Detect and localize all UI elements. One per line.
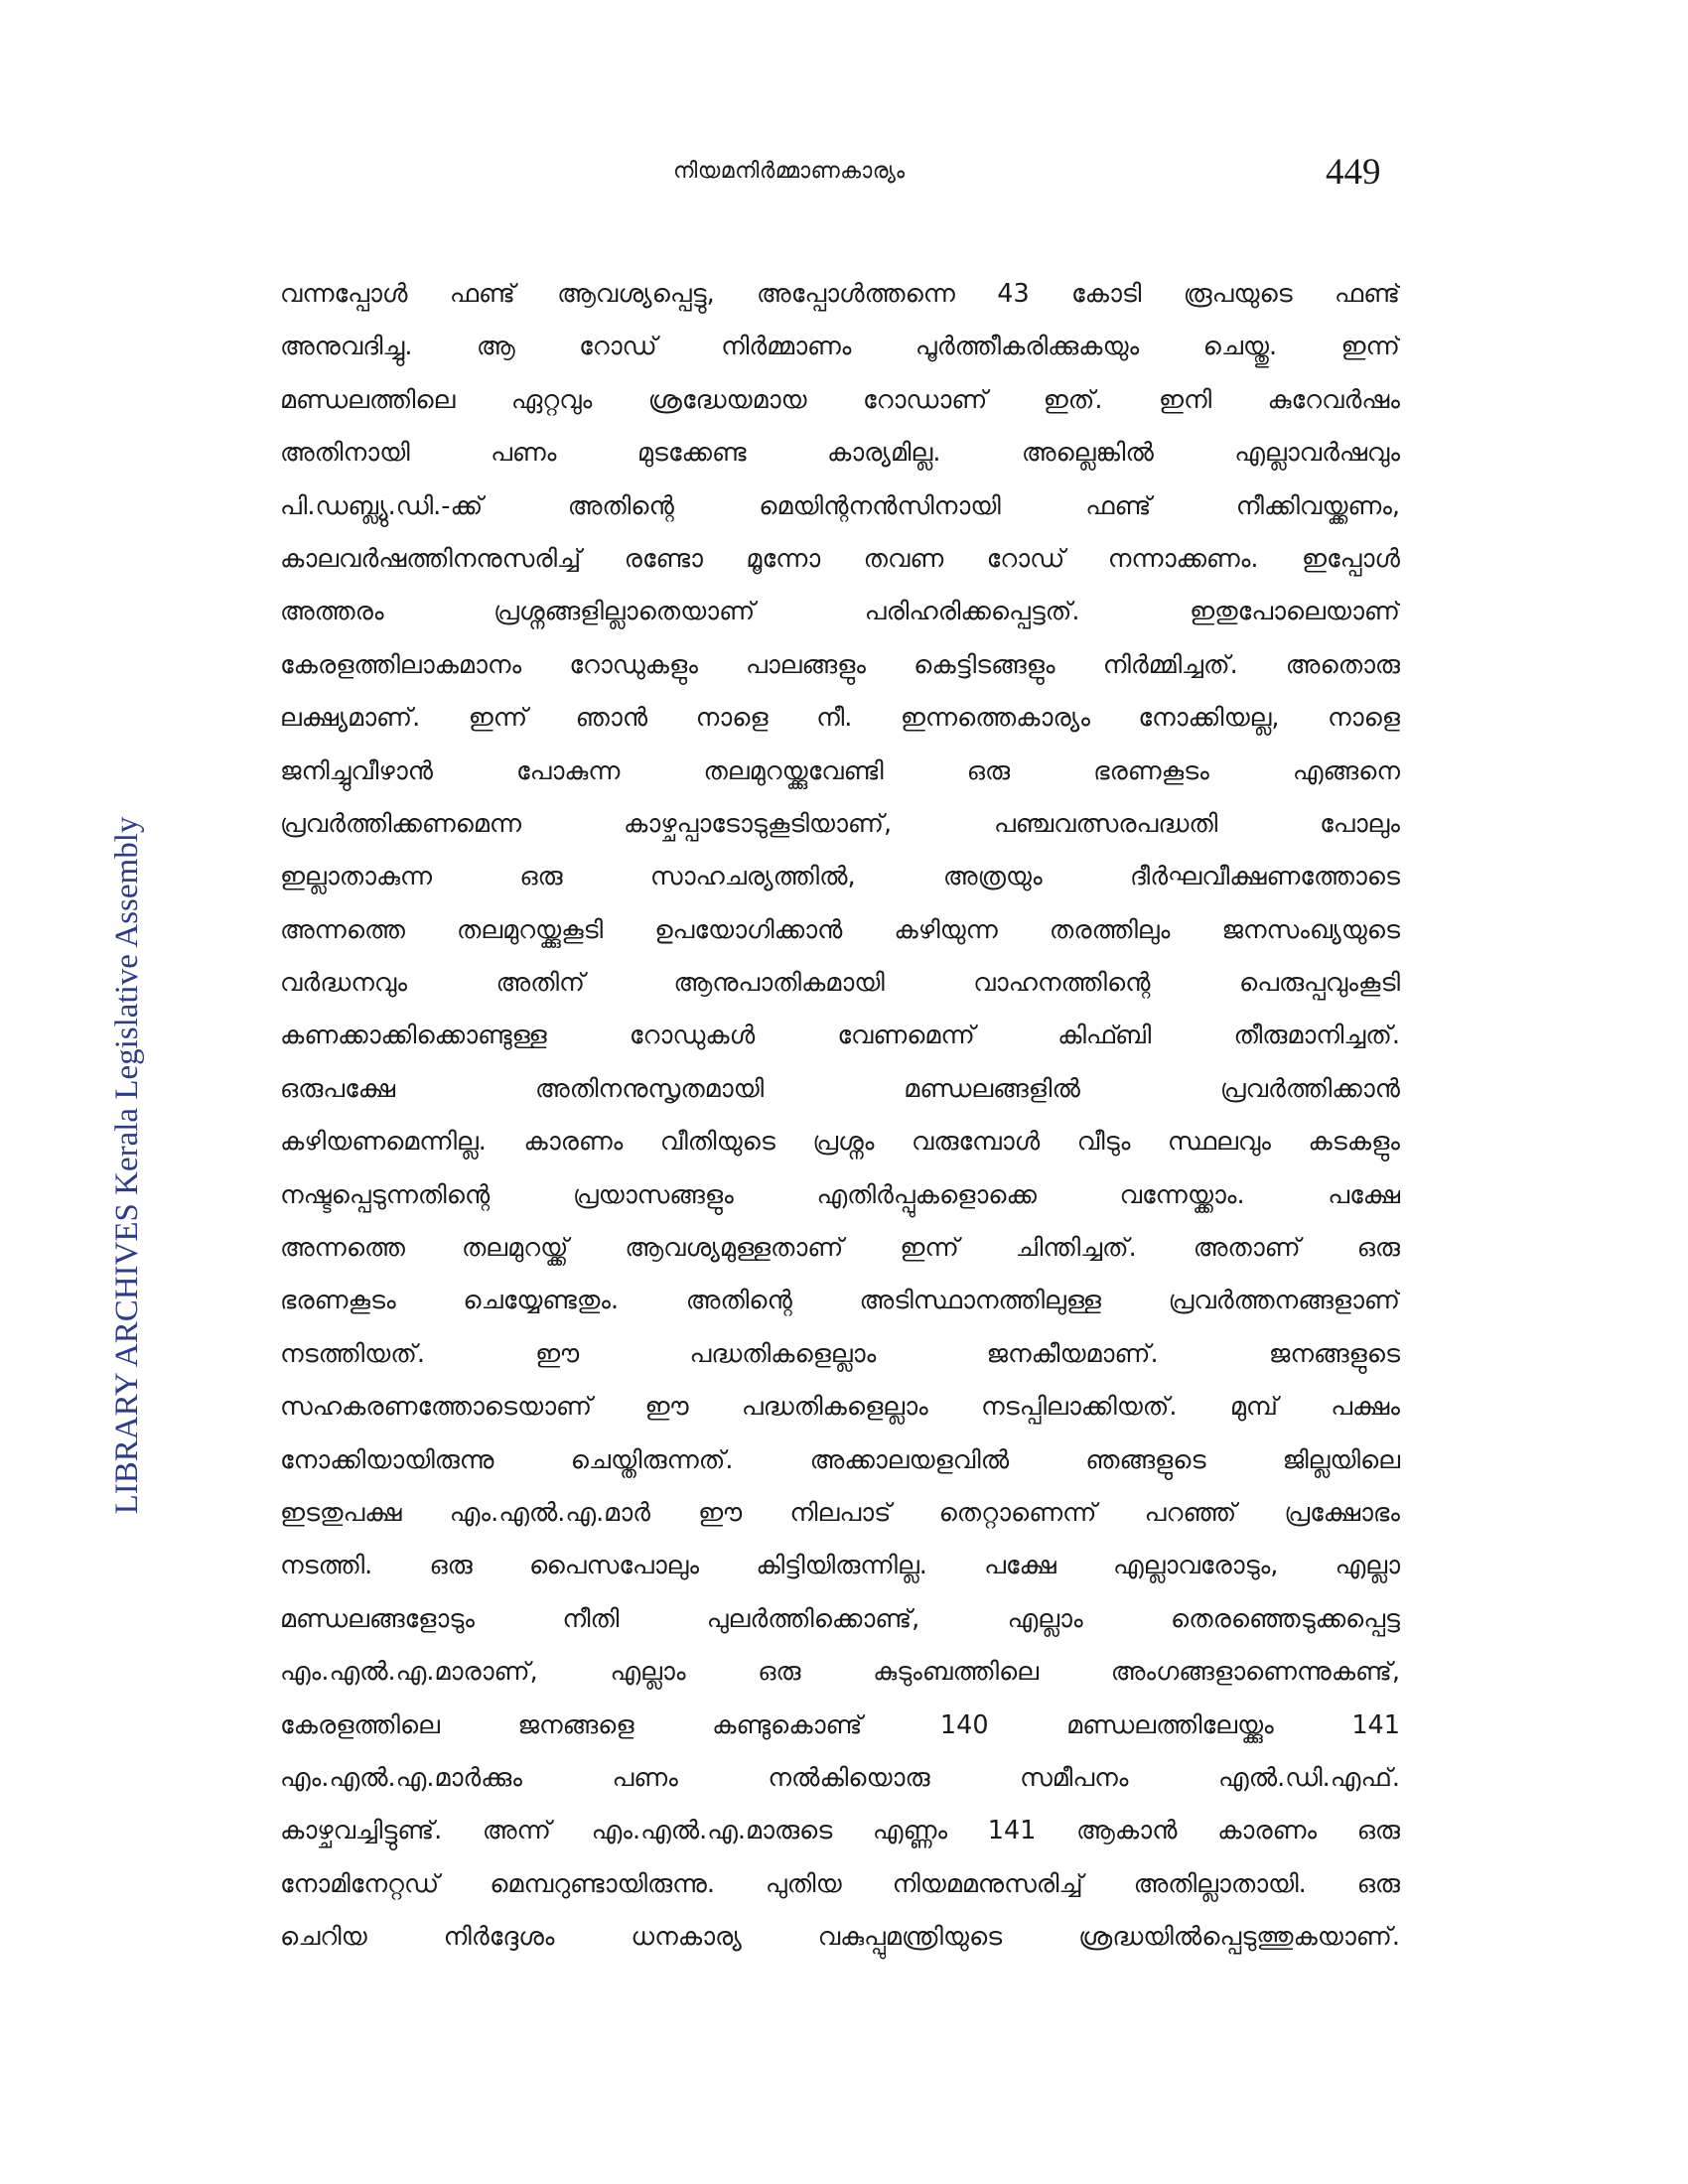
text-line: ഇടതുപക്ഷ എം.എൽ.എ.മാർ ഈ നിലപാട് തെറ്റാണെന്ന് പറഞ്ഞ് പ്രക്ഷോഭം (280, 1497, 1400, 1528)
text-line: അതിനായി പണം മുടക്കേണ്ട കാര്യമില്ല. അല്ലെങ്കിൽ എല്ലാവർഷവും (280, 438, 1400, 469)
text-line: എം.എൽ.എ.മാരാണ്, എല്ലാം ഒരു കുടുംബത്തിലെ അംഗങ്ങളാണെന്നുകണ്ട്, (280, 1657, 1400, 1688)
text-line: വന്നപ്പോൾ ഫണ്ട് ആവശ്യപ്പെട്ടു, അപ്പോൾത്തന്നെ 43 കോടി രൂപയുടെ ഫണ്ട് (280, 279, 1400, 309)
text-line: നോക്കിയായിരുന്നു ചെയ്തിരുന്നത്. അക്കാലയളവിൽ ഞങ്ങളുടെ ജില്ലയിലെ (280, 1444, 1400, 1475)
text-line: കേരളത്തിലാകമാനം റോഡുകളും പാലങ്ങളും കെട്ടിടങ്ങളും നിർമ്മിച്ചത്. അതൊരു (280, 649, 1400, 680)
text-line: പ്രവർത്തിക്കണമെന്ന കാഴ്ചപ്പാടോടുകൂടിയാണ്, പഞ്ചവത്സരപദ്ധതി പോലും (280, 808, 1400, 839)
text-line: സഹകരണത്തോടെയാണ് ഈ പദ്ധതികളെല്ലാം നടപ്പിലാക്കിയത്. മുമ്പ് പക്ഷം (280, 1392, 1400, 1423)
text-line: ഭരണകൂടം ചെയ്യേണ്ടതും. അതിന്റെ അടിസ്ഥാനത്തിലുള്ള പ്രവർത്തനങ്ങളാണ് (280, 1286, 1400, 1316)
text-line: വർദ്ധനവും അതിന് ആനുപാതികമായി വാഹനത്തിന്റെ പെരുപ്പവുംകൂടി (280, 968, 1400, 999)
text-line: നടത്തിയത്. ഈ പദ്ധതികളെല്ലാം ജനകീയമാണ്. ജനങ്ങളുടെ (280, 1338, 1400, 1369)
text-line: ചെറിയ നിർദ്ദേശം ധനകാര്യ വകുപ്പുമന്ത്രിയുടെ ശ്രദ്ധയിൽപ്പെടുത്തുകയാണ്. (280, 1922, 1400, 1953)
text-line: കാഴ്ചവച്ചിട്ടുണ്ട്. അന്ന് എം.എൽ.എ.മാരുടെ എണ്ണം 141 ആകാൻ കാരണം ഒരു (280, 1816, 1400, 1846)
text-line: നോമിനേറ്റഡ് മെമ്പറുണ്ടായിരുന്നു. പുതിയ നിയമമനുസരിച്ച് അതില്ലാതായി. ഒരു (280, 1868, 1400, 1899)
text-line: ജനിച്ചുവീഴാൻ പോകുന്ന തലമുറയ്ക്കുവേണ്ടി ഒരു ഭരണകൂടം എങ്ങനെ (280, 755, 1400, 786)
text-line: മണ്ഡലത്തിലെ ഏറ്റവും ശ്രദ്ധേയമായ റോഡാണ് ഇത്. ഇനി കുറേവർഷം (280, 384, 1400, 415)
text-line: ഒരുപക്ഷേ അതിനനുസൃതമായി മണ്ഡലങ്ങളിൽ പ്രവർത്തിക്കാൻ (280, 1073, 1400, 1104)
body-text (280, 268, 1400, 1965)
archive-stamp: LIBRARY ARCHIVES Kerala Legislative Assembly (109, 816, 145, 1515)
text-line: അന്നത്തെ തലമുറയ്ക്ക് ആവശ്യമുള്ളതാണ് ഇന്ന് ചിന്തിച്ചത്. അതാണ് ഒരു (280, 1233, 1400, 1264)
text-line: കഴിയണമെന്നില്ല. കാരണം വീതിയുടെ പ്രശ്നം വരുമ്പോൾ വീടും സ്ഥലവും കടകളും (280, 1127, 1400, 1158)
text-line: കാലവർഷത്തിനനുസരിച്ച് രണ്ടോ മൂന്നോ തവണ റോഡ് നന്നാക്കണം. ഇപ്പോൾ (280, 543, 1400, 574)
text-line: നടത്തി. ഒരു പൈസപോലും കിട്ടിയിരുന്നില്ല. പക്ഷേ എല്ലാവരോടും, എല്ലാ (280, 1551, 1400, 1581)
text-line: എം.എൽ.എ.മാർക്കും പണം നൽകിയൊരു സമീപനം എൽ.ഡി.എഫ്. (280, 1762, 1400, 1793)
text-line: മണ്ഡലങ്ങളോടും നീതി പുലർത്തിക്കൊണ്ട്, എല്ലാം തെരഞ്ഞെടുക്കപ്പെട്ട (280, 1603, 1400, 1634)
text-line: അന്നത്തെ തലമുറയ്ക്കുകൂടി ഉപയോഗിക്കാൻ കഴിയുന്ന തരത്തിലും ജനസംഖ്യയുടെ (280, 914, 1400, 945)
text-line: അത്തരം പ്രശ്നങ്ങളില്ലാതെയാണ് പരിഹരിക്കപ്പെട്ടത്. ഇതുപോലെയാണ് (280, 597, 1400, 627)
running-title: നിയമനിർമ്മാണകാര്യം (673, 159, 906, 184)
text-line: നഷ്ടപ്പെടുന്നതിന്റെ പ്രയാസങ്ങളും എതിർപ്പുകളൊക്കെ വന്നേയ്ക്കാം. പക്ഷേ (280, 1179, 1400, 1210)
text-line: അനുവദിച്ചു. ആ റോഡ് നിർമ്മാണം പൂർത്തീകരിക്കുകയും ചെയ്തു. ഇന്ന് (280, 332, 1400, 362)
text-line: ലക്ഷ്യമാണ്. ഇന്ന് ഞാൻ നാളെ നീ. ഇന്നത്തെകാര്യം നോക്കിയല്ല, നാളെ (280, 703, 1400, 734)
text-line: പി.ഡബ്ല്യു.ഡി.-ക്ക് അതിന്റെ മെയിന്റനൻസിനായി ഫണ്ട് നീക്കിവയ്ക്കണം, (280, 490, 1400, 521)
text-line: കണക്കാക്കിക്കൊണ്ടുള്ള റോഡുകൾ വേണമെന്ന് കിഫ്ബി തീരുമാനിച്ചത്. (280, 1021, 1400, 1051)
text-line: കേരളത്തിലെ ജനങ്ങളെ കണ്ടുകൊണ്ട് 140 മണ്ഡലത്തിലേയ്ക്കും 141 (280, 1709, 1400, 1740)
page-number: 449 (1326, 152, 1381, 193)
text-line: ഇല്ലാതാകുന്ന ഒരു സാഹചര്യത്തിൽ, അത്രയും ദീർഘവീക്ഷണത്തോടെ (280, 862, 1400, 892)
